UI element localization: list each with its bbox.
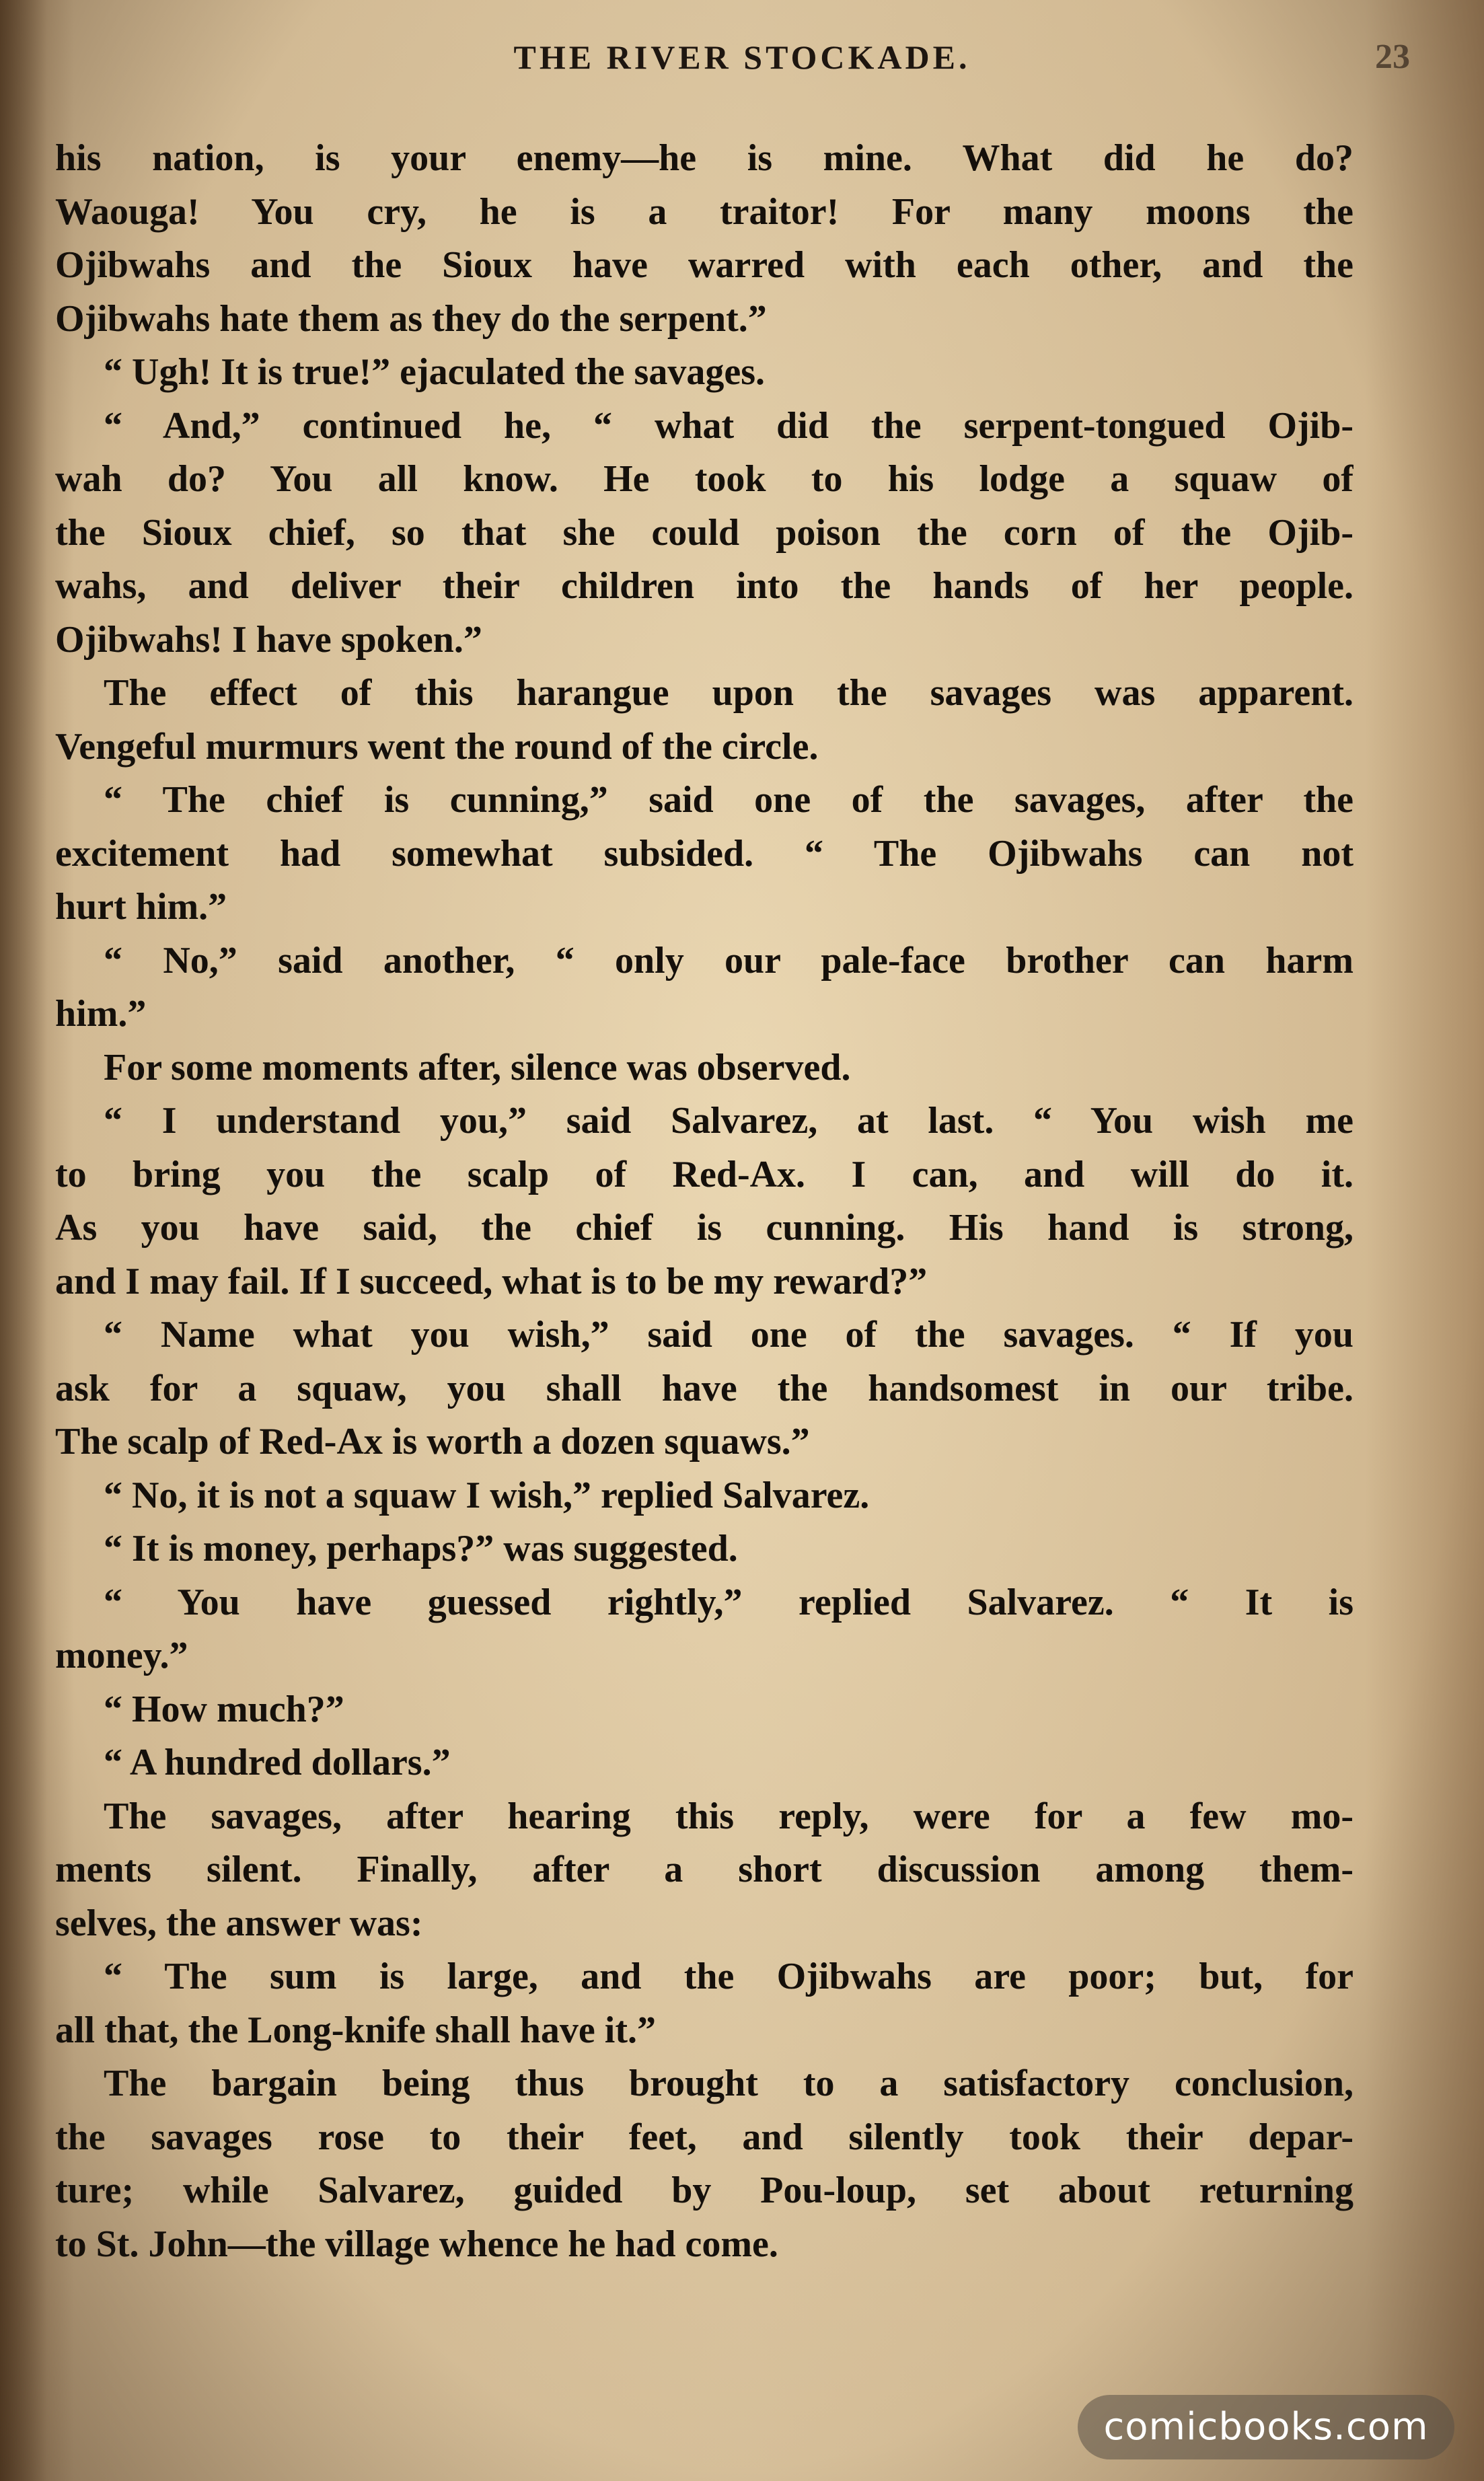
text-line: wah do? You all know. He took to his lodge a squaw of: [55, 458, 1353, 500]
text-line: him.”: [55, 993, 147, 1035]
text-line: ture; while Salvarez, guided by Pou-loup, set about returning: [55, 2170, 1353, 2211]
page-number: 23: [1375, 38, 1410, 76]
text-line: The savages, after hearing this reply, were for a few mo-: [104, 1795, 1353, 1837]
text-line: “ Ugh! It is true!” ejaculated the savages.: [104, 351, 765, 393]
text-line: Ojibwahs! I have spoken.”: [55, 618, 482, 661]
text-line: to bring you the scalp of Red-Ax. I can, and will do it.: [55, 1153, 1353, 1195]
text-line: “ How much?”: [104, 1688, 344, 1730]
text-line: Ojibwahs and the Sioux have warred with each other, and the: [55, 244, 1353, 286]
text-line: selves, the answer was:: [55, 1902, 423, 1944]
text-line: “ A hundred dollars.”: [104, 1742, 451, 1783]
running-head: THE RIVER STOCKADE.: [513, 38, 971, 76]
page-header: [0, 34, 1484, 87]
text-line: “ Name what you wish,” said one of the savages. “ If you: [104, 1314, 1353, 1356]
text-line: excitement had somewhat subsided. “ The Ojibwahs can not: [55, 832, 1353, 875]
text-line: The scalp of Red-Ax is worth a dozen squaws.”: [55, 1421, 810, 1462]
body-text: [55, 132, 1353, 2271]
text-line: wahs, and deliver their children into the hands of her people.: [55, 565, 1353, 607]
text-line: Waouga! You cry, he is a traitor! For many moons the: [55, 190, 1353, 233]
text-line: “ It is money, perhaps?” was suggested.: [104, 1528, 738, 1569]
watermark-badge: comicbooks.com: [1078, 2395, 1454, 2459]
text-line: “ No, it is not a squaw I wish,” replied Salvarez.: [104, 1474, 870, 1516]
text-line: Vengeful murmurs went the round of the circle.: [55, 725, 819, 768]
text-line: “ I understand you,” said Salvarez, at last. “ You wish me: [104, 1100, 1353, 1142]
text-line: As you have said, the chief is cunning. His hand is strong,: [55, 1207, 1353, 1249]
page-gutter-shadow: [0, 0, 47, 2481]
text-line: and I may fail. If I succeed, what is to be my reward?”: [55, 1260, 928, 1302]
text-line: the Sioux chief, so that she could poison the corn of the Ojib-: [55, 511, 1353, 554]
text-line: his nation, is your enemy—he is mine. What did he do?: [55, 137, 1353, 179]
text-line: The effect of this harangue upon the savages was apparent.: [104, 672, 1353, 714]
text-line: ments silent. Finally, after a short discussion among them-: [55, 1849, 1353, 1890]
text-line: hurt him.”: [55, 886, 227, 928]
text-line: all that, the Long-knife shall have it.”: [55, 2009, 656, 2051]
text-line: “ You have guessed rightly,” replied Salvarez. “ It is: [104, 1581, 1353, 1623]
text-line: Ojibwahs hate them as they do the serpent.”: [55, 297, 767, 340]
text-line: For some moments after, silence was observed.: [104, 1046, 851, 1088]
text-line: the savages rose to their feet, and silently took their depar-: [55, 2116, 1353, 2158]
text-line: money.”: [55, 1635, 188, 1676]
text-line: to St. John—the village whence he had come.: [55, 2223, 778, 2265]
text-line: The bargain being thus brought to a satisfactory conclusion,: [104, 2063, 1353, 2104]
text-line: ask for a squaw, you shall have the handsomest in our tribe.: [55, 1367, 1353, 1409]
text-line: “ And,” continued he, “ what did the serpent-tongued Ojib-: [104, 404, 1353, 447]
text-line: “ The chief is cunning,” said one of the savages, after the: [104, 779, 1353, 821]
text-line: “ The sum is large, and the Ojibwahs are poor; but, for: [104, 1956, 1353, 1997]
text-line: “ No,” said another, “ only our pale-face brother can harm: [104, 939, 1353, 982]
